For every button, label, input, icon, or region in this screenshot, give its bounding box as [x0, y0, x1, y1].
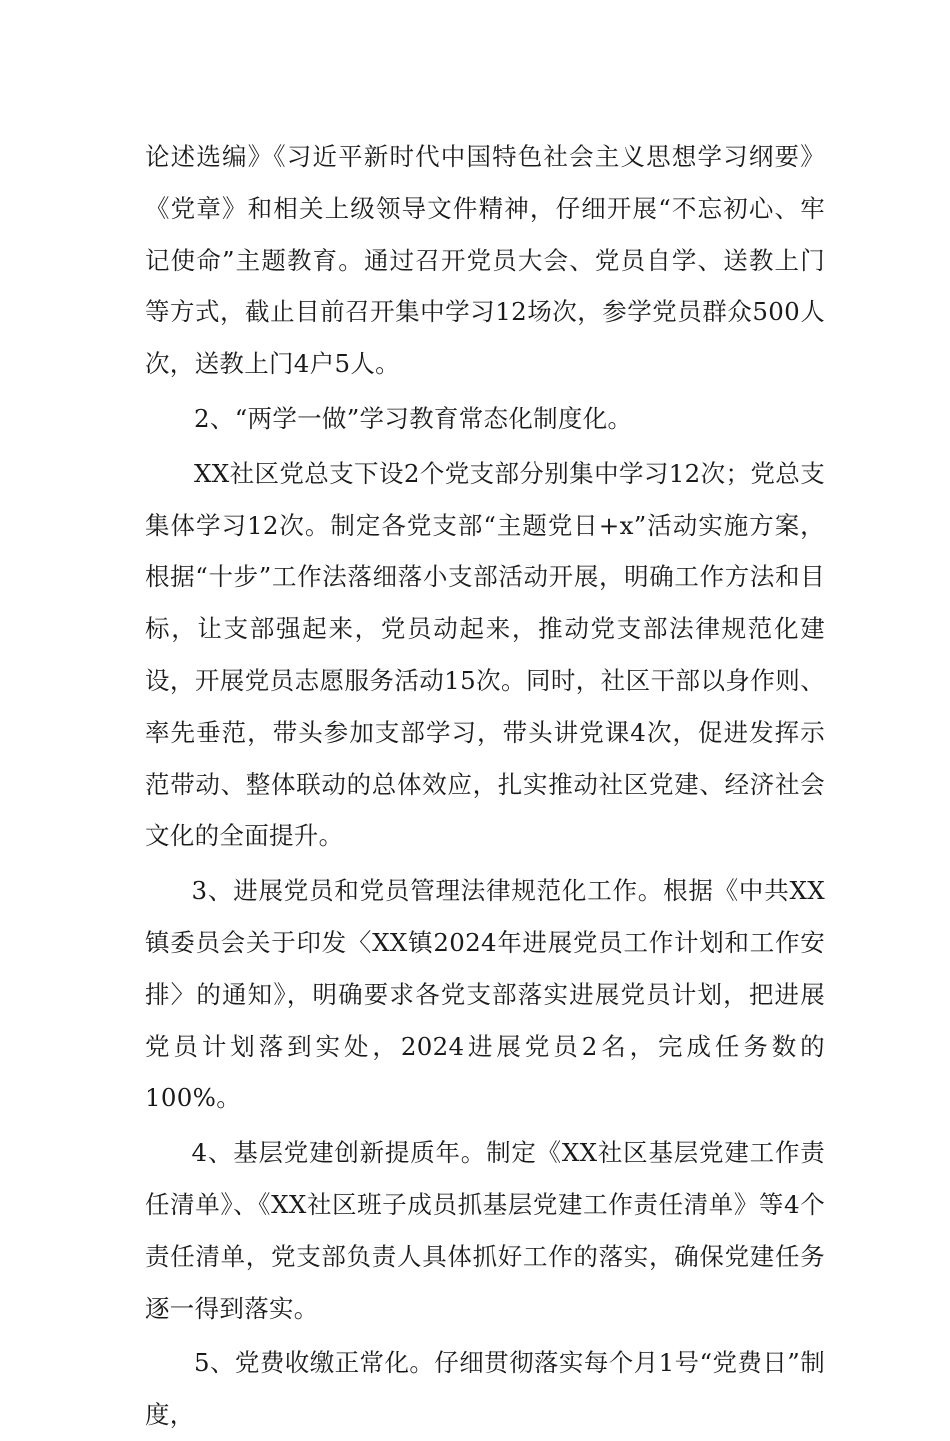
- paragraph-continuation: 论述选编》《习近平新时代中国特色社会主义思想学习纲要》《党章》和相关上级领导文件精神，仔细开展“不忘初心、牢记使命”主题教育。通过召开党员大会、党员自学、送教上门等方式，截止目前召开集中学习12场次，参学党员群众500人次，送教上门4户5人。: [145, 142, 825, 379]
- document-body: [145, 131, 825, 1441]
- paragraph-heading-5: 5、党费收缴正常化。仔细贯彻落实每个月1号“党费日”制度，: [145, 1348, 825, 1430]
- paragraph-heading-3: 3、进展党员和党员管理法律规范化工作。根据《中共XX镇委员会关于印发〈XX镇2024年进展党员工作计划和工作安排〉的通知》，明确要求各党支部落实进展党员计划，把进展党员计划落到实处，2024进展党员2名，完成任务数的100%。: [145, 876, 825, 1113]
- paragraph-heading-2: 2、“两学一做”学习教育常态化制度化。: [194, 403, 633, 433]
- paragraph-body-2: XX社区党总支下设2个党支部分别集中学习12次；党总支集体学习12次。制定各党支部“主题党日+x”活动实施方案，根据“十步”工作法落细落小支部活动开展，明确工作方法和目标，让支部强起来，党员动起来，推动党支部法律规范化建设，开展党员志愿服务活动15次。同时，社区干部以身作则、率先垂范，带头参加支部学习，带头讲党课4次，促进发挥示范带动、整体联动的总体效应，扎实推动社区党建、经济社会文化的全面提升。: [145, 458, 825, 851]
- paragraph-heading-4: 4、基层党建创新提质年。制定《XX社区基层党建工作责任清单》、《XX社区班子成员抓基层党建工作责任清单》等4个责任清单，党支部负责人具体抓好工作的落实，确保党建任务逐一得到落实。: [145, 1138, 825, 1323]
